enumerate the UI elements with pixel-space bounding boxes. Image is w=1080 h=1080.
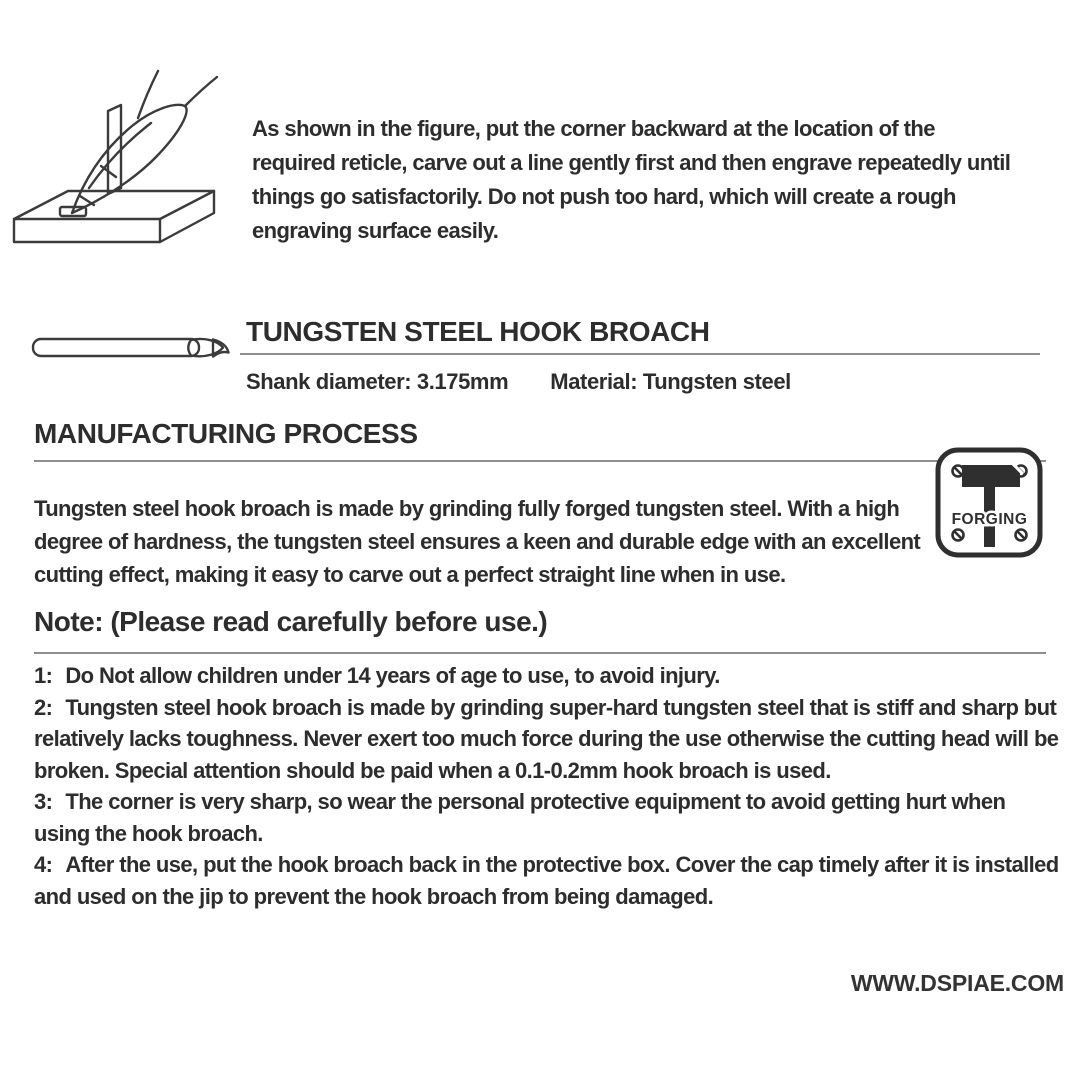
spec-shank-diameter: Shank diameter: 3.175mm [246,369,509,394]
spec-material: Material: Tungsten steel [550,369,791,394]
page-footer [851,970,1064,997]
note-item-text: After the use, put the hook broach back in the protective box. Cover the cap timely after it is installed and used on the jip to prevent the hook broach from being damaged. [34,852,1059,909]
note-item-text: Do Not allow children under 14 years of age to use, to avoid injury. [65,663,720,688]
note-heading: Note: (Please read carefully before use.) [34,606,548,637]
product-title-divider [240,353,1040,355]
product-title: TUNGSTEN STEEL HOOK BROACH [246,316,710,347]
manufacturing-heading: MANUFACTURING PROCESS [34,418,418,449]
note-item-2 [34,692,1064,787]
note-item-1 [34,660,1064,692]
manufacturing-body: Tungsten steel hook broach is made by grinding fully forged tungsten steel. With a high degree of hardness, the tungsten steel ensures a keen and durable edge with an excellent cutting effect, making it easy to carve out a perfect straight line when in use. [34,496,921,587]
usage-instructions: As shown in the figure, put the corner backward at the location of the required reticle, carve out a line gently first and then engrave repeatedly until things go satisfactorily. Do not push too hard, which will create a rough engraving surface easily. [252,116,1011,243]
note-item-number: 1: [34,663,53,688]
manufacturing-divider [34,460,1046,462]
note-item-number: 2: [34,694,53,720]
website-url: WWW.DSPIAE.COM [850,970,1064,996]
engraving-usage-illustration [10,62,230,246]
forging-badge-icon [934,446,1044,559]
note-item-text: The corner is very sharp, so wear the personal protective equipment to avoid getting hurt when using the hook broach. [34,789,1006,846]
note-item-text: Tungsten steel hook broach is made by grinding super-hard tungsten steel that is stiff and sharp but relatively lacks toughness. Never exert too much force during the use otherwise the cutting head will be broken. Special attention should be paid when a 0.1-0.2mm hook broach is used. [34,694,1059,783]
note-item-number: 4: [34,852,53,877]
note-item-3 [34,786,1064,849]
note-divider [34,652,1046,654]
note-list [34,660,1064,912]
note-item-number: 3: [34,789,53,814]
product-specs [246,369,791,395]
note-item-4 [34,849,1064,912]
forging-badge-label: FORGING [951,511,1028,528]
hook-broach-illustration [30,332,230,366]
